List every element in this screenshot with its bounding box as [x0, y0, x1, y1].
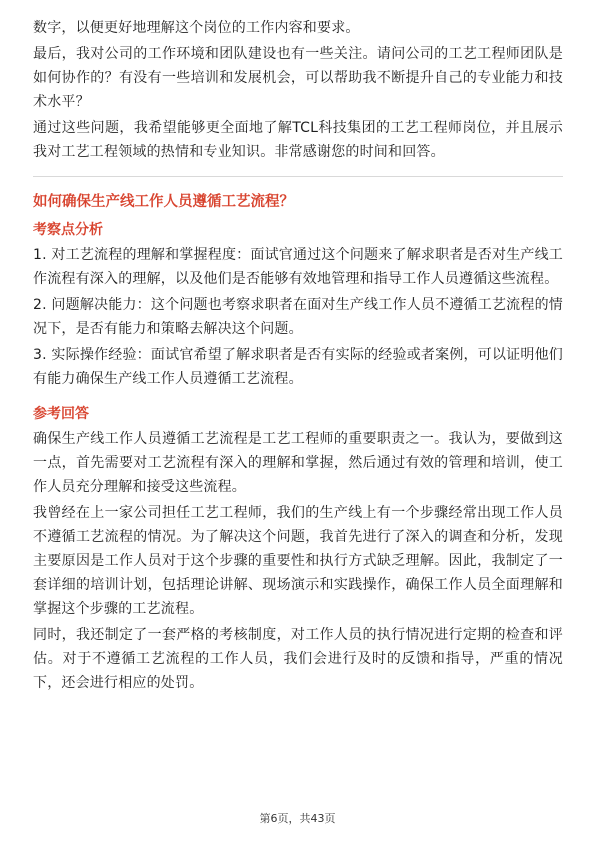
- intro-section: [33, 0, 563, 164]
- analysis-point: 2. 问题解决能力：这个问题也考察求职者在面对生产线工作人员不遵循工艺流程的情况下，是否有能力和策略去解决这个问题。: [33, 297, 563, 337]
- answer-paragraph: 我曾经在上一家公司担任工艺工程师，我们的生产线上有一个步骤经常出现工作人员不遵循工艺流程的情况。为了解决这个问题，我首先进行了深入的调查和分析，发现主要原因是工作人员对于这个步骤的重要性和执行方式缺乏理解。因此，我制定了一套详细的培训计划，包括理论讲解、现场演示和实践操作，确保工作人员全面理解和掌握这个步骤的工艺流程。: [33, 505, 563, 617]
- intro-paragraph: 最后，我对公司的工作环境和团队建设也有一些关注。请问公司的工艺工程师团队是如何协作的？有没有一些培训和发展机会，可以帮助我不断提升自己的专业能力和技术水平？: [33, 46, 563, 110]
- intro-paragraph: 数字，以便更好地理解这个岗位的工作内容和要求。: [33, 20, 360, 36]
- answer-paragraph: 确保生产线工作人员遵循工艺流程是工艺工程师的重要职责之一。我认为，要做到这一点，首先需要对工艺流程有深入的理解和掌握，然后通过有效的管理和培训，使工作人员充分理解和接受这些流程。: [33, 431, 563, 495]
- answer-paragraph: 同时，我还制定了一套严格的考核制度，对工作人员的执行情况进行定期的检查和评估。对于不遵循工艺流程的工作人员，我们会进行及时的反馈和指导，严重的情况下，还会进行相应的处罚。: [33, 627, 563, 691]
- document-page: [33, 0, 563, 697]
- answer-heading: 参考回答: [33, 406, 89, 422]
- spacer: [33, 393, 563, 403]
- section-divider: [33, 176, 563, 177]
- analysis-heading: 考察点分析: [33, 222, 103, 238]
- analysis-point: 1. 对工艺流程的理解和掌握程度：面试官通过这个问题来了解求职者是否对生产线工作流程有深入的理解，以及他们是否能够有效地管理和指导工作人员遵循这些流程。: [33, 247, 563, 287]
- question-section: [33, 191, 563, 695]
- question-title: 如何确保生产线工作人员遵循工艺流程？: [33, 194, 294, 210]
- analysis-point: 3. 实际操作经验：面试官希望了解求职者是否有实际的经验或者案例，可以证明他们有能力确保生产线工作人员遵循工艺流程。: [33, 347, 563, 387]
- page-number: 第6页，共43页: [259, 812, 336, 825]
- intro-paragraph: 通过这些问题，我希望能够更全面地了解TCL科技集团的工艺工程师岗位，并且展示我对工艺工程领域的热情和专业知识。非常感谢您的时间和回答。: [33, 120, 563, 160]
